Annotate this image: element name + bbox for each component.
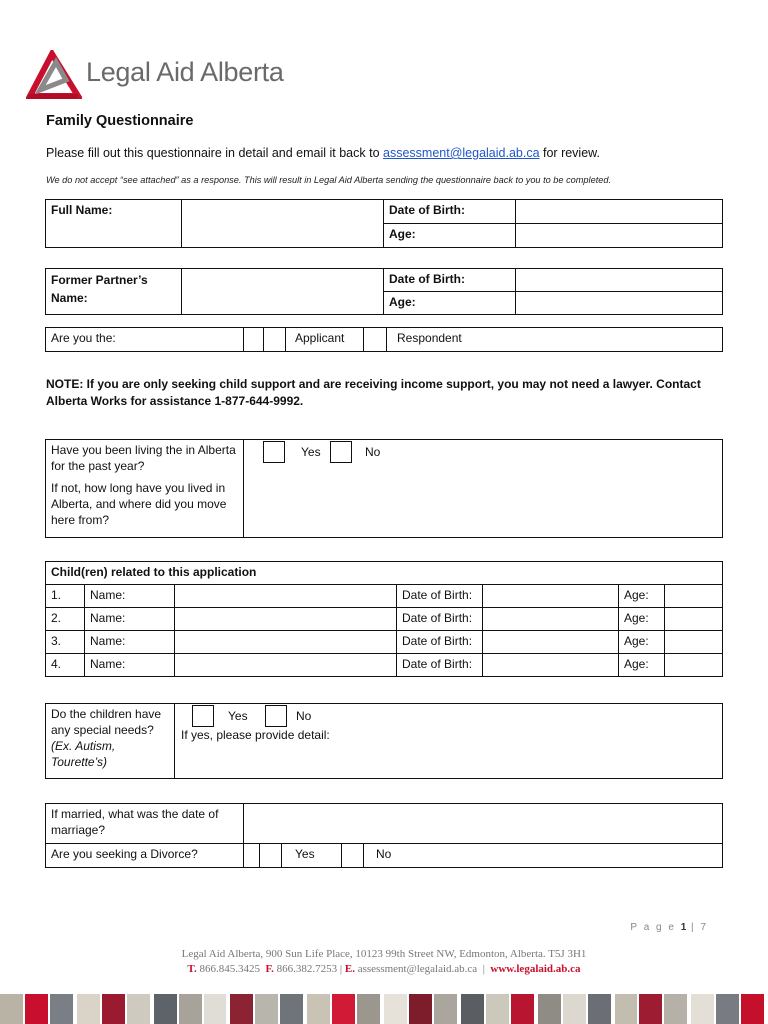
child-name-field[interactable] [175, 585, 397, 608]
footer-address: Legal Aid Alberta, 900 Sun Life Place, 10123 99th Street NW, Edmonton, Alberta. T5J 3H1 [181, 948, 587, 960]
email-key: E. [344, 963, 355, 975]
income-support-note: NOTE: If you are only seeking child support and are receiving income support, you may not need a lawyer. Contact Alberta Works for assistance 1-877-644-9992. [46, 377, 701, 408]
stripe-segment [280, 994, 303, 1024]
stripe-segment [511, 994, 534, 1024]
full-name-label: Full Name: [46, 200, 182, 248]
logo [26, 50, 326, 102]
intro-before: Please fill out this questionnaire in detail and email it back to [46, 146, 383, 160]
stripe-segment [538, 994, 561, 1024]
stripe-segment [179, 994, 202, 1024]
child-name-field[interactable] [175, 654, 397, 677]
partner-dob-label: Date of Birth: [384, 269, 516, 292]
partner-age-field[interactable] [516, 292, 723, 315]
children-table [45, 561, 723, 677]
fax-key: F. [265, 963, 274, 975]
applicant-table [45, 199, 723, 248]
special-needs-yes-label: Yes [228, 709, 248, 723]
special-needs-yes-checkbox[interactable] [192, 705, 214, 727]
stripe-segment [384, 994, 407, 1024]
child-dob-label: Date of Birth: [397, 631, 483, 654]
stripe-segment [25, 994, 48, 1024]
org-name: Legal Aid Alberta [86, 57, 284, 87]
residency-question-1: Have you been living the in Alberta for the past year? [51, 443, 236, 473]
stripe-segment [0, 994, 23, 1024]
full-name-field[interactable] [182, 200, 384, 248]
applicant-age-field[interactable] [516, 224, 723, 248]
child-age-field[interactable] [665, 631, 723, 654]
stripe-segment [332, 994, 355, 1024]
child-num: 3. [46, 631, 85, 654]
footer-email[interactable]: assessment@legalaid.ab.ca [357, 963, 478, 975]
decorative-stripe-band [0, 994, 768, 1024]
stripe-segment [127, 994, 150, 1024]
stripe-segment [664, 994, 687, 1024]
marriage-date-field[interactable] [244, 804, 723, 844]
stripe-segment [204, 994, 227, 1024]
child-name-label: Name: [85, 585, 175, 608]
stripe-segment [716, 994, 739, 1024]
child-age-field[interactable] [665, 608, 723, 631]
intro-after: for review. [539, 146, 600, 160]
divorce-no-checkbox[interactable] [342, 844, 364, 868]
special-needs-question: Do the children have any special needs? [51, 707, 162, 737]
child-num: 4. [46, 654, 85, 677]
child-dob-field[interactable] [483, 654, 619, 677]
child-dob-label: Date of Birth: [397, 654, 483, 677]
residency-no-checkbox[interactable] [330, 441, 352, 463]
page-total: 7 [700, 922, 708, 933]
child-name-field[interactable] [175, 608, 397, 631]
divorce-yes-label: Yes [282, 844, 342, 868]
stripe-segment [486, 994, 509, 1024]
residency-yes-label: Yes [301, 445, 321, 459]
stripe-segment [50, 994, 73, 1024]
role-spacer-cell [244, 328, 264, 352]
assessment-email-link[interactable]: assessment@legalaid.ab.ca [383, 146, 540, 160]
children-header: Child(ren) related to this application [46, 562, 723, 585]
table-row [46, 585, 723, 608]
child-age-label: Age: [619, 654, 665, 677]
child-num: 2. [46, 608, 85, 631]
marriage-date-question: If married, what was the date of marriage? [46, 804, 244, 844]
child-dob-field[interactable] [483, 585, 619, 608]
page-title: Family Questionnaire [46, 113, 194, 129]
residency-no-label: No [365, 445, 381, 459]
table-row [46, 608, 723, 631]
special-needs-no-checkbox[interactable] [265, 705, 287, 727]
table-row [46, 654, 723, 677]
fax-value: 866.382.7253 [276, 963, 338, 975]
child-dob-label: Date of Birth: [397, 608, 483, 631]
applicant-age-label: Age: [384, 224, 516, 248]
stripe-segment [357, 994, 380, 1024]
role-table [45, 327, 723, 352]
special-needs-question-cell [46, 704, 175, 779]
child-name-field[interactable] [175, 631, 397, 654]
special-needs-table [45, 703, 723, 779]
legal-aid-logo-mark-icon [26, 50, 82, 102]
child-age-field[interactable] [665, 654, 723, 677]
tel-key: T. [187, 963, 197, 975]
special-needs-no-label: No [296, 709, 312, 723]
applicant-option-label: Applicant [286, 328, 364, 352]
role-question: Are you the: [46, 328, 244, 352]
tel-value: 866.845.3425 [199, 963, 260, 975]
child-age-label: Age: [619, 608, 665, 631]
respondent-option-label: Respondent [387, 328, 723, 352]
stripe-segment [102, 994, 125, 1024]
child-num: 1. [46, 585, 85, 608]
residency-questions-cell [46, 440, 244, 538]
website-link[interactable]: www.legalaid.ab.ca [490, 963, 581, 975]
divorce-question: Are you seeking a Divorce? [46, 844, 244, 868]
residency-answer-cell[interactable] [244, 440, 723, 538]
special-needs-example: (Ex. Autism, Tourette’s) [51, 739, 116, 769]
warning-text: We do not accept “see attached” as a response. This will result in Legal Aid Alberta sending the questionnaire back to you to be completed. [46, 175, 612, 185]
residency-table [45, 439, 723, 538]
page-number [630, 922, 708, 933]
partner-name-label: Former Partner’s Name: [46, 269, 182, 315]
partner-age-label: Age: [384, 292, 516, 315]
partner-name-field[interactable] [182, 269, 384, 315]
page-current: 1 [680, 922, 687, 933]
intro-text [46, 146, 600, 160]
stripe-segment [255, 994, 278, 1024]
stripe-segment [434, 994, 457, 1024]
stripe-segment [461, 994, 484, 1024]
special-needs-answer-cell[interactable] [175, 704, 723, 779]
stripe-segment [409, 994, 432, 1024]
stripe-segment [588, 994, 611, 1024]
table-row [46, 631, 723, 654]
stripe-segment [639, 994, 662, 1024]
divorce-yes-checkbox[interactable] [260, 844, 282, 868]
divorce-spacer-cell [244, 844, 260, 868]
applicant-dob-label: Date of Birth: [384, 200, 516, 224]
child-age-field[interactable] [665, 585, 723, 608]
stripe-segment [230, 994, 253, 1024]
child-name-label: Name: [85, 631, 175, 654]
stripe-segment [563, 994, 586, 1024]
child-dob-label: Date of Birth: [397, 585, 483, 608]
stripe-segment [77, 994, 100, 1024]
child-name-label: Name: [85, 608, 175, 631]
respondent-checkbox[interactable] [364, 328, 387, 352]
child-dob-field[interactable] [483, 631, 619, 654]
page-word: P a g e [630, 922, 676, 933]
child-dob-field[interactable] [483, 608, 619, 631]
marriage-table [45, 803, 723, 868]
partner-table [45, 268, 723, 315]
stripe-segment [307, 994, 330, 1024]
stripe-segment [691, 994, 714, 1024]
applicant-dob-field[interactable] [516, 200, 723, 224]
child-age-label: Age: [619, 585, 665, 608]
applicant-checkbox[interactable] [264, 328, 286, 352]
page-sep: | [686, 922, 701, 933]
special-needs-detail-label: If yes, please provide detail: [181, 728, 330, 742]
partner-dob-field[interactable] [516, 269, 723, 292]
stripe-segment [741, 994, 764, 1024]
child-age-label: Age: [619, 631, 665, 654]
footer-contacts: T. 866.845.3425 F. 866.382.7253 | E. assessment@legalaid.ab.ca | www.legalaid.ab.ca [187, 963, 581, 975]
child-name-label: Name: [85, 654, 175, 677]
residency-question-2: If not, how long have you lived in Alberta, and where did you move here from? [51, 481, 227, 527]
divorce-no-label: No [364, 844, 723, 868]
stripe-segment [615, 994, 638, 1024]
stripe-segment [154, 994, 177, 1024]
residency-yes-checkbox[interactable] [263, 441, 285, 463]
